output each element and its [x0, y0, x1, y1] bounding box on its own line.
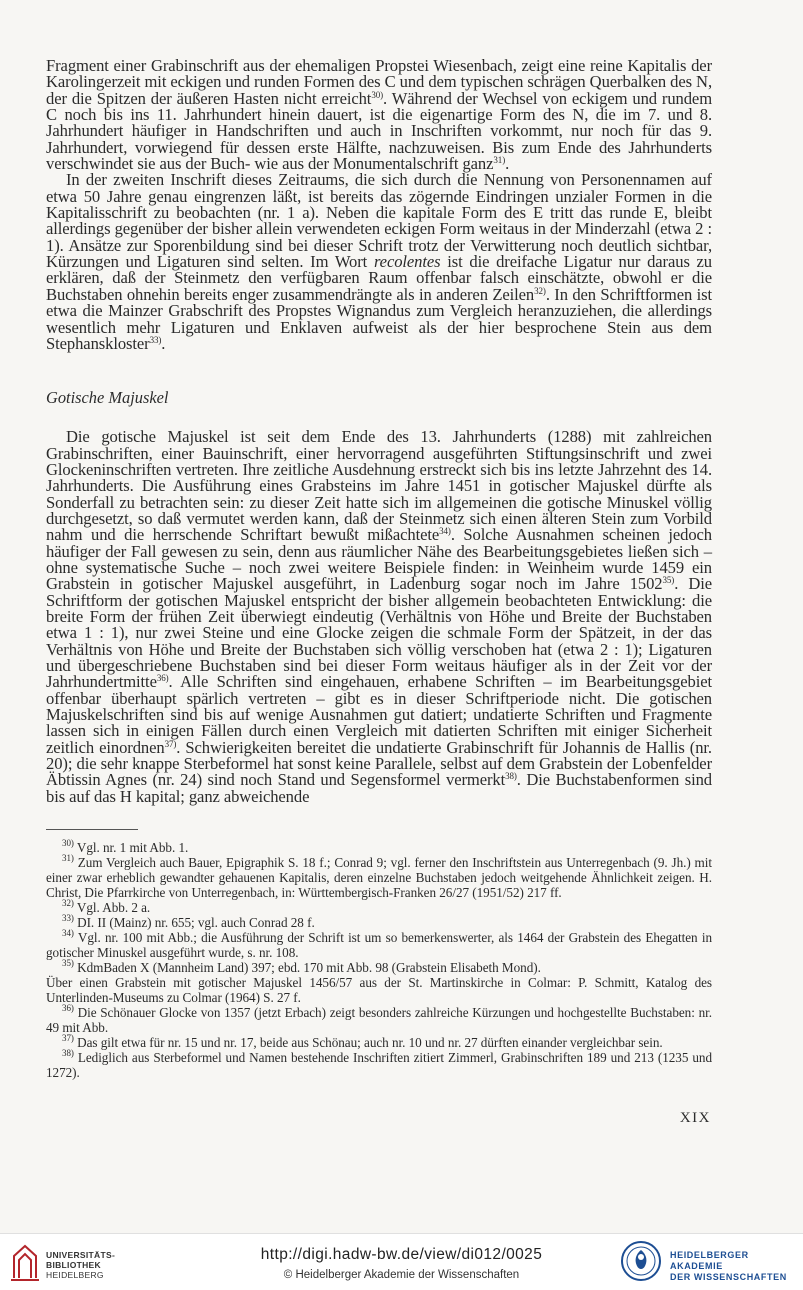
- para3-text-f: . Die Buchstabenformen sind bis auf das H kapital; ganz abweichende: [46, 770, 712, 806]
- footnote-ref-37: 37): [164, 738, 177, 749]
- footnote-ref-33: 33): [149, 334, 162, 345]
- footnote: [46, 840, 712, 855]
- footnote-divider: [46, 829, 138, 830]
- footnote-text: KdmBaden X (Mannheim Land) 397; ebd. 170 mit Abb. 98 (Grabstein Elisabeth Mond).: [77, 960, 541, 976]
- footnote-number: 36): [62, 1003, 74, 1014]
- para1-text-b: . Während der Wechsel von eckigem und rundem C noch bis ins 11. Jahrhundert hinein dauert, ist die eigenartige Form des N, die im 7. und 8. Jahrhundert häufiger in Handschriften und auch in Inschriften vorkommt, nur noch für das 9. Jahrhundert, vorwiegend für dessen erste Hälfte, nachzuweisen. Bis zum Ende des Jahrhunderts verschwindet sie aus der Buch- wie aus der Monumentalschrift ganz: [46, 88, 713, 174]
- footnote-continuation: [46, 975, 712, 1005]
- footnote-ref-32: 32): [534, 285, 546, 296]
- footnotes: [46, 840, 712, 1080]
- body-text-2: [46, 429, 712, 805]
- para3-text-e: . Schwierigkeiten bereitet die undatierte Grabinschrift für Johannis de Hallis (nr. 20); die sehr knappe Sterbeformel hat sonst keine Parallele, selbst auf dem Grabstein der Lobenfelder Äbtissin Agnes (nr. 24) sind noch Stand und Segensformel vermerkt: [46, 737, 712, 790]
- academy-name[interactable]: [670, 1250, 803, 1283]
- footnote-number: 33): [62, 913, 74, 924]
- footnote: [46, 930, 712, 960]
- footnote-text: Das gilt etwa für nr. 15 und nr. 17, beide aus Schönau; auch nr. 10 und nr. 27 dürften einander vergleichbar sein.: [77, 1035, 663, 1051]
- footnote-text: Vgl. nr. 100 mit Abb.; die Ausführung der Schrift ist um so bemerkenswerter, als 1464 der Grabstein des Ehegatten in gotischer Minuskel ausgeführt wurde, s. nr. 108.: [46, 930, 712, 961]
- para3-text-c: . Die Schriftform der gotischen Majuskel entspricht der bisher allgemein beobachteten Entwicklung: die breite Form der frühen Zeit überwiegt eindeutig (Verhältnis von Höhe und Breite der Buchstaben etwa 1 : 1), nur zwei Steine und eine Glocke zeigen die schmale Form der Spätzeit, in der das Verhältnis von Höhe und Breite der Buchstaben sich völlig verschoben hat (etwa 2 : 1); Ligaturen und übergeschriebene Buchstaben sind bei dieser Form weitaus häufiger als in der Zeit vor der Jahrhundertmitte: [46, 574, 712, 692]
- footnote-number: 35): [62, 958, 74, 969]
- footnote-text: Über einen Grabstein mit gotischer Majuskel 1456/57 aus der St. Martinskirche in Colmar: P. Schmitt, Katalog des Unterlinden-Museums zu Colmar (1964) S. 27 f.: [46, 975, 712, 1006]
- footnote-text: Lediglich aus Sterbeformel und Namen bestehende Inschriften zitiert Zimmerl, Grabinschriften 189 und 213 (1235 und 1272).: [46, 1050, 712, 1081]
- uni-line-2: BIBLIOTHEK: [46, 1260, 101, 1270]
- footnote: [46, 855, 712, 900]
- footnote-number: 37): [62, 1033, 74, 1044]
- footnote-ref-30: 30): [371, 89, 384, 100]
- footnote-ref-36: 36): [156, 673, 169, 684]
- footnote: [46, 1035, 712, 1050]
- footnote-number: 32): [62, 898, 74, 909]
- para1-text-c: .: [505, 154, 510, 174]
- viewer-footer: [0, 1233, 803, 1290]
- section-heading: Gotische Majuskel: [46, 388, 169, 408]
- body-text: [46, 58, 712, 352]
- footnote-ref-38: 38): [505, 771, 517, 782]
- footnote-text: Vgl. Abb. 2 a.: [76, 900, 151, 916]
- paragraph-3: [46, 429, 712, 805]
- footnote: [46, 915, 712, 930]
- para2-text-d: .: [161, 333, 166, 353]
- footnote-number: 30): [62, 838, 74, 849]
- footnote-text: Vgl. nr. 1 mit Abb. 1.: [76, 840, 189, 856]
- footnote-text: Die Schönauer Glocke von 1357 (jetzt Erbach) zeigt besonders zahlreiche Kürzungen und hochgestellte Buchstaben: nr. 49 mit Abb.: [46, 1005, 712, 1036]
- footnote-text: Zum Vergleich auch Bauer, Epigraphik S. 18 f.; Conrad 9; vgl. ferner den Inschriftstein aus Unterregenbach (9. Jh.) mit einer zwar erheblich gewandter gehauenen Kapitalis, deren einzelne Buchstaben jedoch weitgehende Ähnlichkeit zeigen. H. Christ, Die Pfarrkirche von Unterregenbach, in: Württembergisch-Franken 26/27 (1951/52) 217 ff.: [46, 855, 712, 901]
- footnote-number: 38): [62, 1048, 74, 1059]
- para2-text-c: . In den Schriftformen ist etwa die Mainzer Grabschrift des Propstes Wignandus zum Vergleich heranzuziehen, die allerdings wesentlich mehr Ligaturen und Enklaven aufweist als der hier besprochene Stein aus dem Stephanskloster: [46, 284, 712, 353]
- para3-text-d: . Alle Schriften sind eingehauen, erhabene Schriften – im Bearbeitungsgebiet offenbar überhaupt spärlich vertreten – gibt es in dieser Schriftperiode nicht. Die gotischen Majuskelschriften sind bis auf wenige Ausnahmen gut datiert; undatierte Schriften und Fragmente lassen sich in einigen Fällen durch einen Vergleich mit datierten Schriften mit einiger Sicherheit zeitlich einordnen: [46, 672, 712, 757]
- academy-line-2: DER WISSENSCHAFTEN: [670, 1272, 787, 1282]
- uni-line-3: HEIDELBERG: [46, 1270, 104, 1280]
- para2-text-b: ist die dreifache Ligatur nur daraus zu erklären, daß der Steinmetz den verfügbaren Raum offenbar falsch einschätzte, obwohl er die Buchstaben ohnehin bereits enger zusammendrängte als in anderen Zeilen: [46, 252, 713, 304]
- permalink-url[interactable]: http://digi.hadw-bw.de/view/di012/0025: [260, 1246, 543, 1263]
- paragraph-2: [46, 172, 712, 352]
- para1-text: Fragment einer Grabinschrift aus der ehemaligen Propstei Wiesenbach, zeigt eine reine Kapitalis der Karolingerzeit mit eckigen und runden Formen des C und dem typischen schrägen Querbalken des N, der die Spitzen der äußeren Hasten nicht erreicht: [46, 56, 712, 108]
- footnote: [46, 960, 712, 975]
- para3-text-b: . Solche Ausnahmen scheinen jedoch häufiger der Fall gewesen zu sein, denn aus räumlicher Nähe des Bearbeitungsgebietes ließen sich – ohne systematische Suche – noch zwei weitere Beispiele finden: in Weinheim wurde 1459 ein Grabstein in gotischer Majuskel ausgeführt, in Ladenburg sogar noch im Jahre 1502: [46, 525, 712, 594]
- footnote-number: 31): [62, 853, 74, 864]
- text-column: [46, 58, 712, 1080]
- copyright-notice: © Heidelberger Akademie der Wissenschaften: [283, 1269, 520, 1281]
- footnote: [46, 900, 712, 915]
- footnote-ref-35: 35): [662, 575, 675, 586]
- footnote: [46, 1005, 712, 1035]
- italic-word: recolentes: [373, 252, 441, 272]
- uni-line-1: UNIVERSITÄTS-: [46, 1250, 116, 1260]
- para3-text: Die gotische Majuskel ist seit dem Ende des 13. Jahrhunderts (1288) mit zahlreichen Grabinschriften, einer Bauinschrift, einer hervorragend ausgeführten Stiftungsinschrift und zwei Glockeninschriften vertreten. Ihre zeitliche Ausdehnung erstreckt sich bis ins letzte Jahrzehnt des 14. Jahrhunderts. Die Ausführung eines Grabsteins im Jahre 1451 in gotischer Majuskel dürfte als Sonderfall zu betrachten sein: zu dieser Zeit hatte sich im allgemeinen die gotische Minuskel völlig durchgesetzt, so daß vermutet werden kann, daß der Steinmetz sich einen älteren Stein zum Vorbild nahm und die herrschende Schriftart bewußt mißachtete: [46, 427, 712, 545]
- para2-text: In der zweiten Inschrift dieses Zeitraums, die sich durch die Nennung von Personennamen auf etwa 50 Jahre genau eingrenzen läßt, ist bereits das zögernde Eindringen unzialer Formen in die Kapitalisschrift zu beobachten (nr. 1 a). Neben die kapitale Form des E tritt das runde E, bleibt allerdings gegenüber der bisher allein verwendeten eckigen Form weitaus in der Minderzahl (etwa 2 : 1). Ansätze zur Sporenbildung sind bei dieser Schrift trotz der Verwitterung noch deutlich sichtbar, Kürzungen und Ligaturen sind selten. Im Wort: [46, 170, 712, 272]
- footnote-ref-31: 31): [493, 155, 506, 166]
- academy-seal-icon[interactable]: [620, 1240, 662, 1282]
- footnote-text: DI. II (Mainz) nr. 655; vgl. auch Conrad 28 f.: [77, 915, 315, 931]
- footnote-ref-34: 34): [439, 526, 451, 537]
- academy-line-1: HEIDELBERGER AKADEMIE: [670, 1250, 749, 1271]
- footnote: [46, 1050, 712, 1080]
- page-number: XIX: [679, 1110, 711, 1126]
- footnote-number: 34): [62, 928, 74, 939]
- paragraph-1: [46, 58, 712, 172]
